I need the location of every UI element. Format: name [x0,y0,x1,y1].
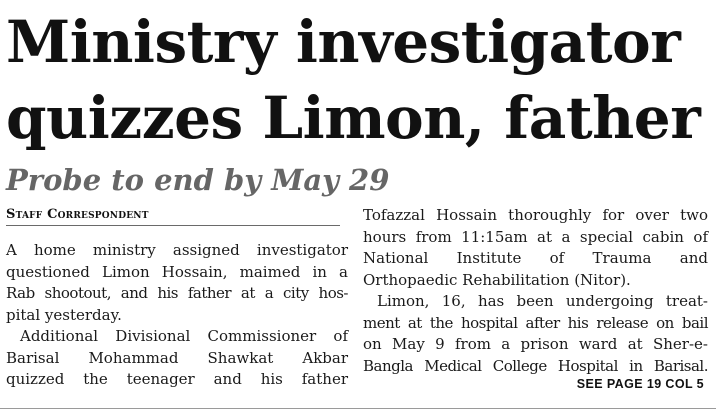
body-line: on May 9 from a prison ward at Sher-e- [363,335,708,353]
body-line: Barisal Mohammad Shawkat Akbar [6,348,348,367]
body-line: National Institute of Trauma and [363,249,708,267]
body-line: Rab shootout, and his father at a city hos- [6,284,348,302]
byline: Staff Correspondent [6,206,340,226]
body-line: quizzed the teenager and his father [6,370,348,388]
body-line: Orthopaedic Rehabilitation (Nitor). [363,270,631,289]
body-line: Tofazzal Hossain thoroughly for over two [363,206,708,224]
body-line: ment at the hospital after his release on bail [363,313,708,332]
continuation-jump-line: SEE PAGE 19 COL 5 [576,377,704,391]
body-line: A home ministry assigned investigator [6,241,348,259]
body-line: questioned Limon Hossain, maimed in a [6,262,348,281]
article-column-left [6,240,348,391]
article-column-right [363,205,708,377]
headline-line-1: Ministry investigator [6,8,681,76]
subhead: Probe to end by May 29 [6,163,390,197]
headline [6,4,712,156]
body-line: hours from 11:15am at a special cabin of [363,227,708,246]
body-line: Limon, 16, has been undergoing treat- [377,292,708,310]
body-line: pital yesterday. [6,305,122,324]
body-line: Bangla Medical College Hospital in Barisal. [363,356,708,375]
body-line: Additional Divisional Commissioner of [20,327,348,345]
headline-line-2: quizzes Limon, father [6,84,701,152]
bottom-divider [0,408,716,409]
